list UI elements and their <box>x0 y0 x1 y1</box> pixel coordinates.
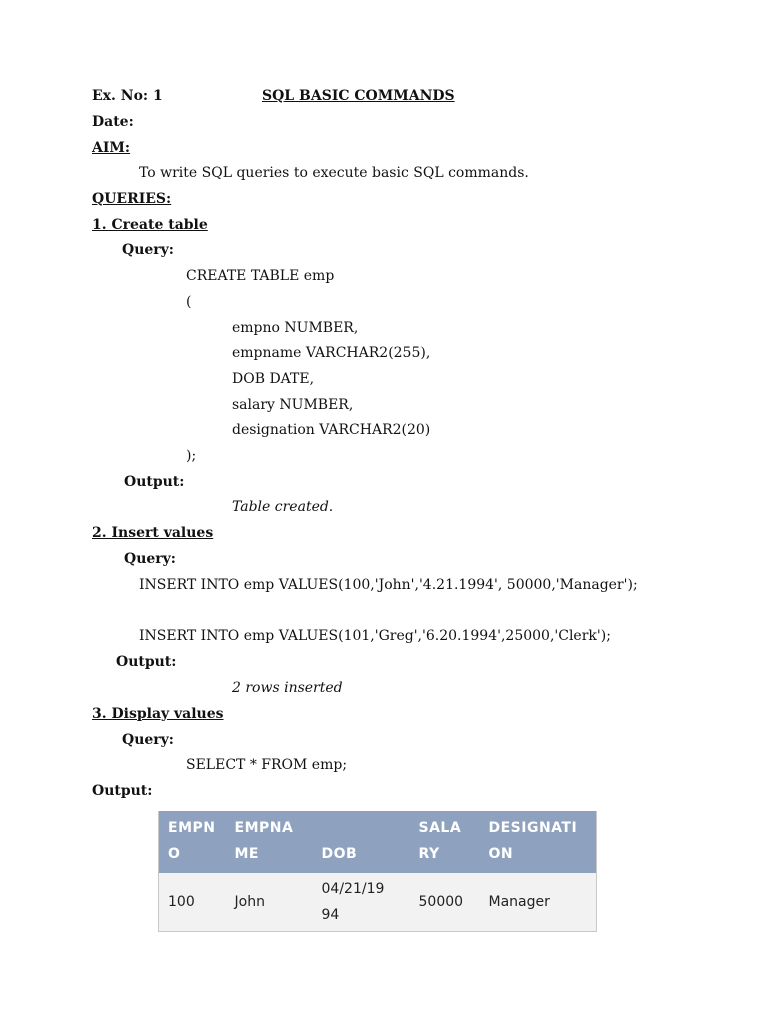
table-row <box>159 873 597 932</box>
section2-output-label: Output: <box>116 654 177 670</box>
code-line: INSERT INTO emp VALUES(101,'Greg','6.20.1994',25000,'Clerk'); <box>139 628 611 644</box>
table-cell: 04/21/19 94 <box>313 873 410 932</box>
date-label: Date: <box>92 114 134 130</box>
document-title: SQL BASIC COMMANDS <box>262 88 455 104</box>
code-line: ( <box>186 294 192 310</box>
aim-heading: AIM: <box>92 140 131 156</box>
table-header-cell: EMPNA ME <box>226 811 313 873</box>
table-cell: 50000 <box>410 873 480 932</box>
code-line: CREATE TABLE emp <box>186 268 335 284</box>
code-line: INSERT INTO emp VALUES(100,'John','4.21.1994', 50000,'Manager'); <box>139 577 638 593</box>
queries-heading: QUERIES: <box>92 191 172 207</box>
code-line: SELECT * FROM emp; <box>186 757 348 773</box>
section2-heading: 2. Insert values <box>92 525 214 541</box>
section2-query-label: Query: <box>124 551 176 567</box>
section3-query-label: Query: <box>122 732 174 748</box>
code-line: salary NUMBER, <box>232 397 354 413</box>
section1-query-label: Query: <box>122 242 174 258</box>
section1-output-label: Output: <box>124 474 185 490</box>
table-header-cell: DESIGNATI ON <box>480 811 597 873</box>
section3-heading: 3. Display values <box>92 706 224 722</box>
table-cell: Manager <box>480 873 597 932</box>
aim-text: To write SQL queries to execute basic SQL commands. <box>139 165 529 181</box>
code-line: ); <box>186 448 197 464</box>
table-header-cell: DOB <box>313 811 410 873</box>
exercise-number: Ex. No: 1 <box>92 88 163 104</box>
code-line: empno NUMBER, <box>232 320 359 336</box>
code-line: DOB DATE, <box>232 371 315 387</box>
table-cell: John <box>226 873 313 932</box>
section2-output: 2 rows inserted <box>232 680 343 696</box>
code-line: designation VARCHAR2(20) <box>232 422 431 438</box>
section1-heading: 1. Create table <box>92 217 208 233</box>
table-header-cell: EMPN O <box>159 811 226 873</box>
section3-output-label: Output: <box>92 783 153 799</box>
section1-output: Table created. <box>232 499 334 515</box>
code-line: empname VARCHAR2(255), <box>232 345 431 361</box>
table-header-cell: SALA RY <box>410 811 480 873</box>
output-table <box>158 811 597 932</box>
table-cell: 100 <box>159 873 226 932</box>
table-header-row <box>159 811 597 873</box>
